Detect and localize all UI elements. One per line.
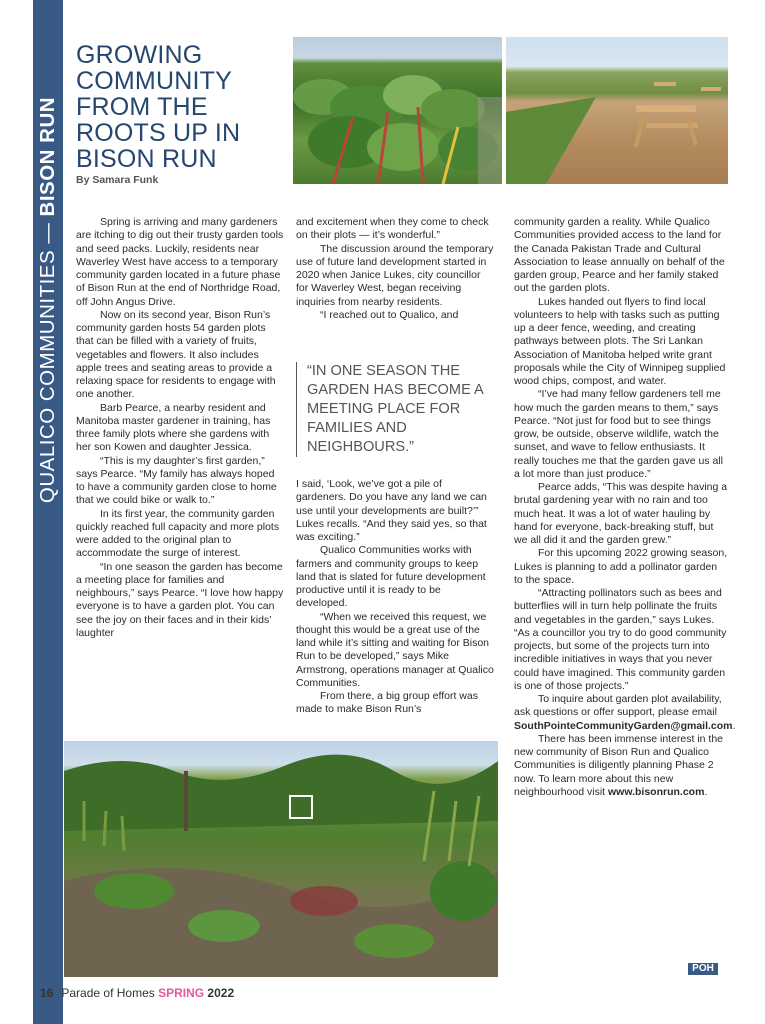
paragraph: Lukes handed out flyers to find local volunteers to help with tasks such as putting up a deer fence, weeding, and creating pathways between plots. The Sri Lankan Association of Manitoba helped write grant proposals while the City of Winnipeg supplied wood chips, compost, and water. (514, 295, 726, 387)
paragraph: and excitement when they come to check on their plots — it’s wonderful.” (296, 216, 489, 242)
website-link[interactable]: www.bisonrun.com (607, 785, 705, 798)
article-column-3 (514, 216, 736, 799)
contact-end: . (732, 719, 736, 732)
paragraph: “When we received this request, we thought this would be a great use of the land while it’s sitting and waiting for Bison Run to be developed,” says Mike Armstrong, operations manager at Qualico Communities. (296, 610, 494, 689)
photo-picnic-tables-art (506, 37, 728, 184)
photo-garden-plots-art (64, 741, 498, 977)
photo-swiss-chard-art (293, 37, 502, 184)
section-label-highlight: BISON RUN (36, 96, 59, 217)
section-label (36, 97, 60, 503)
byline: By Samara Funk (76, 174, 159, 186)
photo-swiss-chard (293, 37, 502, 184)
paragraph: “Attracting pollinators such as bees and butterflies will in turn help pollinate the fruits and vegetables in the garden,” says Lukes. “As a councillor you try to do good community projects, but some of the projects turn into incredible initiatives in ways that you never could have imagined. This community garden is one of those projects.” (514, 587, 727, 692)
contact-paragraph (514, 693, 736, 733)
closing-paragraph (514, 733, 728, 799)
article-column-2-continued (296, 478, 494, 717)
closing-end: . (704, 785, 708, 798)
issue-year: 2022 (204, 986, 235, 1000)
paragraph: Now on its second year, Bison Run’s community garden hosts 54 garden plots that can be filled with a variety of fruits, vegetables and flowers. It also includes apple trees and seating areas to provide a relaxing space for residents to engage with one another. (76, 308, 276, 401)
paragraph: I said, ‘Look, we’ve got a pile of gardeners. Do you have any land we can use until your developments are built?’” Lukes recalls. “And they said yes, so that was exciting.” (296, 478, 487, 543)
article-column-1 (76, 216, 284, 640)
paragraph: Spring is arriving and many gardeners are itching to dig out their trusty garden tools and seed packs. Luckily, residents near Waverley West have access to a temporary community garden located in a future phase of Bison Run at the end of Northridge Road, off John Angus Drive. (76, 216, 284, 308)
photo-picnic-tables (506, 37, 728, 184)
magazine-name: Parade of Homes (61, 986, 159, 1000)
paragraph: community garden a reality. While Qualico Communities provided access to the land for the Canada Pakistan Trade and Cultural Association to lease annually on behalf of the garden group, Pearce and her family staked out the garden plots. (514, 216, 725, 295)
paragraph: Barb Pearce, a nearby resident and Manitoba master gardener in training, has three family plots where she gardens with her son Kowen and daughter Jessica. (76, 401, 271, 454)
paragraph: The discussion around the temporary use of future land development started in 2020 when Janice Lukes, city councillor for Waverley West, began receiving inquiries from nearby residents. (296, 242, 494, 308)
article-title: GROWING COMMUNITY FROM THE ROOTS UP IN BISON RUN (76, 41, 241, 173)
paragraph: Qualico Communities works with farmers and community groups to keep land that is slated for future development productive until it is ready to be developed. (296, 544, 486, 610)
article-column-2 (296, 216, 494, 322)
pull-quote: “IN ONE SEASON THE GARDEN HAS BECOME A MEETING PLACE FOR FAMILIES AND NEIGHBOURS.” (296, 362, 505, 457)
page-footer (40, 986, 234, 1000)
photo-garden-plots (64, 741, 498, 977)
paragraph: From there, a big group effort was made to make Bison Run’s (296, 690, 478, 716)
section-label-prefix: QUALICO COMMUNITIES — (36, 216, 59, 504)
paragraph: “This is my daughter’s first garden,” says Pearce. “My family has always hoped to have a community garden close to home that we could bike or walk to.” (76, 454, 277, 507)
paragraph: For this upcoming 2022 growing season, Lukes is planning to add a pollinator garden to the space. (514, 547, 728, 586)
end-tag: POH (688, 963, 718, 975)
issue-season: SPRING (158, 986, 205, 1000)
paragraph: In its first year, the community garden quickly reached full capacity and more plots were added to the original plan to accommodate the surge of interest. (76, 507, 280, 560)
page-number: 16 (40, 986, 54, 1000)
contact-email-link[interactable]: SouthPointeCommunityGarden@gmail.com (514, 719, 733, 732)
paragraph: “In one season the garden has become a meeting place for families and neighbours,” says Pearce. “I love how happy everyone is to have a garden plot. You can see the joy on their faces and in their kids’ laughter (76, 560, 284, 639)
closing-text: There has been immense interest in the new community of Bison Run and Qualico Communities is diligently planning Phase 2 now. To learn more about this new neighbourhood visit (514, 732, 724, 798)
contact-text: To inquire about garden plot availability, ask questions or offer support, please email (514, 693, 722, 719)
paragraph: Pearce adds, “This was despite having a brutal gardening year with no rain and too much heat. It was a lot of water hauling by hand for everyone, back-breaking stuff, but we all did it and the garden grew.” (514, 481, 728, 546)
paragraph: “I’ve had many fellow gardeners tell me how much the garden means to them,” says Pearce. “Not just for food but to see things grow, be outside, observe wildlife, watch the sunset, and wave to fellow enthusiasts. It really touches me that the garden gave us all a lot more than just produce.” (514, 388, 723, 480)
paragraph: “I reached out to Qualico, and (320, 308, 459, 321)
